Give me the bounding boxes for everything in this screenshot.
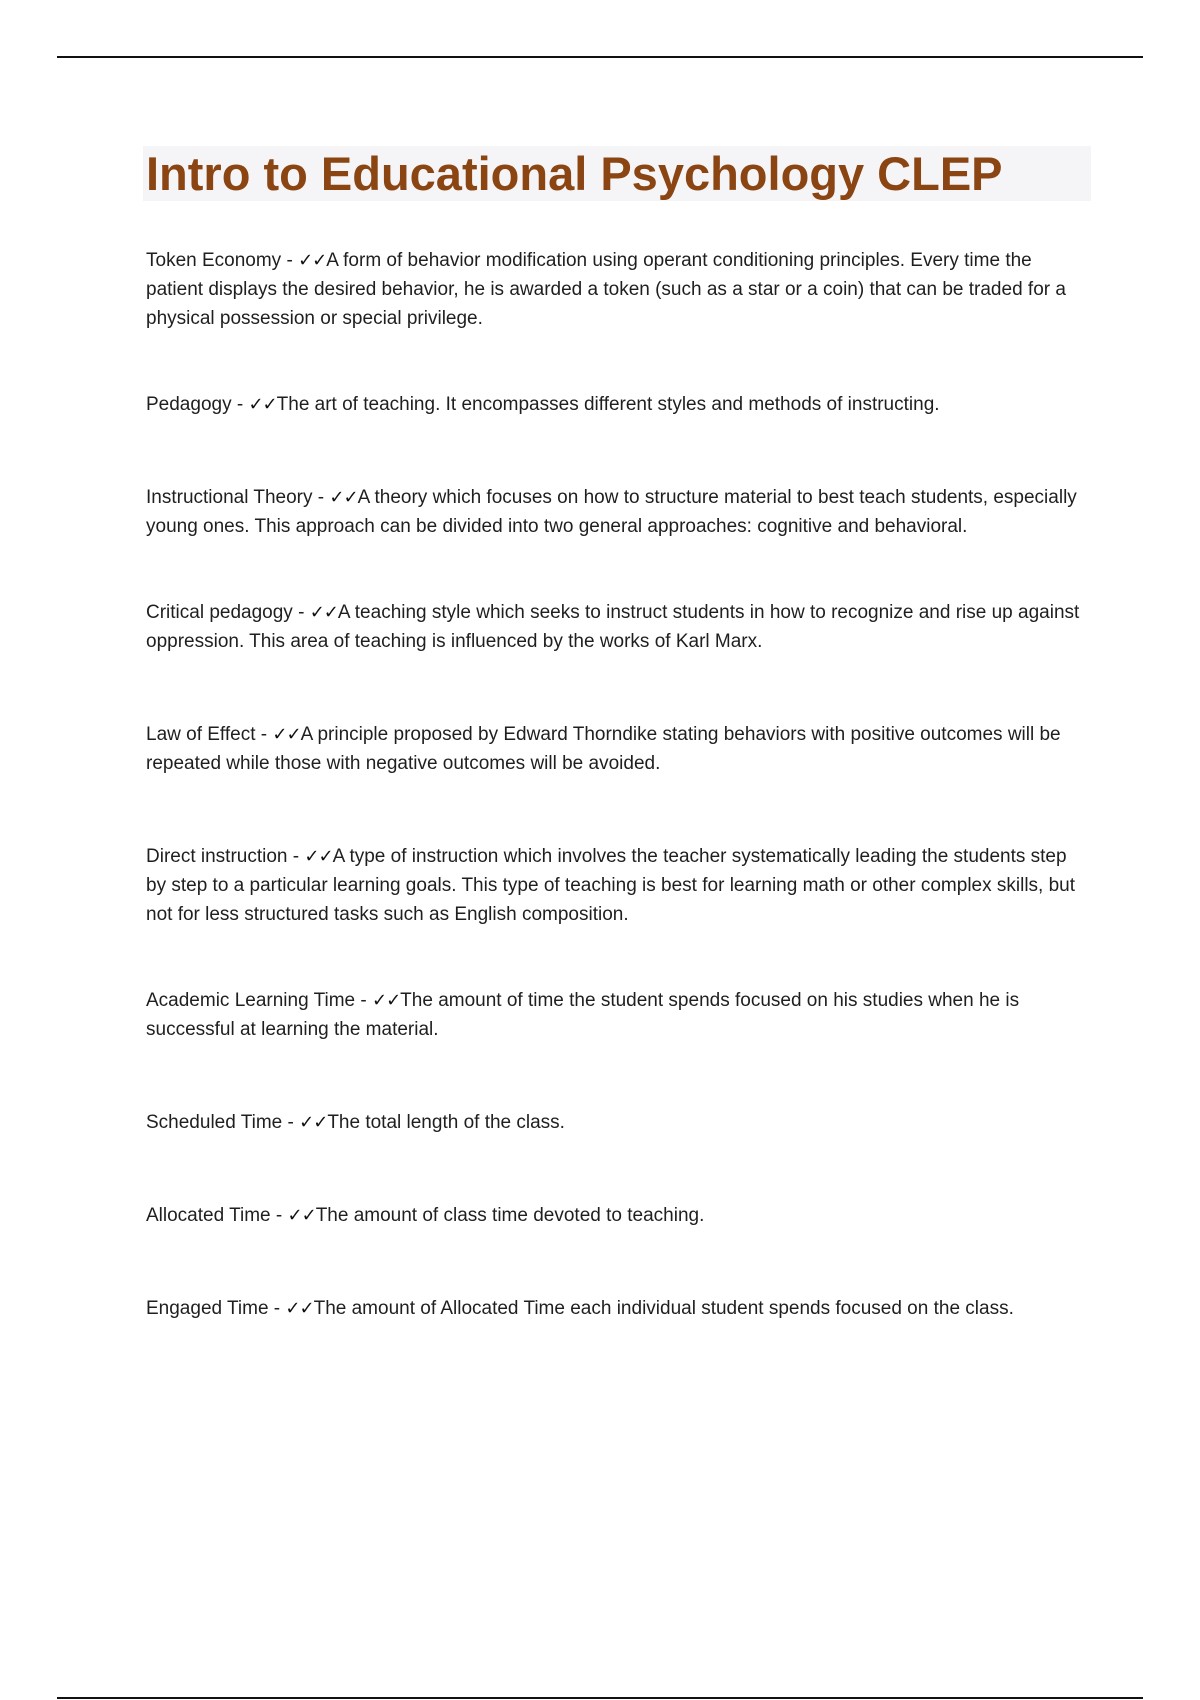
entry-term: Law of Effect xyxy=(146,724,256,745)
entry-definition: A type of instruction which involves the teacher systematically leading the students step by step to a particular learning goals. This type of teaching is best for learning math or other complex skills, but not for less structured tasks such as English composition. xyxy=(146,846,1076,925)
bottom-rule xyxy=(57,1697,1143,1699)
entry-definition: A form of behavior modification using operant conditioning principles. Every time the patient displays the desired behavior, he is awarded a token (such as a star or a coin) that can be traded for a physical possession or special privilege. xyxy=(146,250,1066,329)
glossary-entry xyxy=(146,1294,1086,1323)
entry-term: Token Economy xyxy=(146,250,282,271)
double-check-icon: ✓✓ xyxy=(329,487,358,508)
glossary-entry xyxy=(146,842,1086,929)
entry-term: Scheduled Time xyxy=(146,1112,283,1133)
entry-term: Critical pedagogy xyxy=(146,602,293,623)
double-check-icon: ✓✓ xyxy=(309,602,338,623)
double-check-icon: ✓✓ xyxy=(248,394,277,415)
entry-definition: A principle proposed by Edward Thorndike stating behaviors with positive outcomes will be repeated while those with negative outcomes will be avoided. xyxy=(146,724,1061,774)
glossary-entry xyxy=(146,1201,1086,1230)
double-check-icon: ✓✓ xyxy=(372,990,401,1011)
entry-definition: The amount of Allocated Time each individual student spends focused on the class. xyxy=(313,1298,1014,1319)
glossary-entry xyxy=(146,720,1086,778)
glossary-list xyxy=(146,246,1086,1323)
entry-definition: The amount of class time devoted to teaching. xyxy=(315,1205,705,1226)
entry-separator: - xyxy=(312,487,330,508)
entry-separator: - xyxy=(282,1112,300,1133)
entry-separator: - xyxy=(287,846,305,867)
entry-definition: The art of teaching. It encompasses different styles and methods of instructing. xyxy=(276,394,940,415)
double-check-icon: ✓✓ xyxy=(285,1298,314,1319)
glossary-entry xyxy=(146,986,1086,1044)
entry-definition: The total length of the class. xyxy=(327,1112,565,1133)
double-check-icon: ✓✓ xyxy=(299,1112,328,1133)
entry-separator: - xyxy=(281,250,299,271)
entry-separator: - xyxy=(292,602,310,623)
glossary-entry xyxy=(146,1108,1086,1137)
double-check-icon: ✓✓ xyxy=(287,1205,316,1226)
double-check-icon: ✓✓ xyxy=(304,846,333,867)
double-check-icon: ✓✓ xyxy=(272,724,301,745)
entry-definition: A theory which focuses on how to structure material to best teach students, especially young ones. This approach can be divided into two general approaches: cognitive and behavioral. xyxy=(146,487,1077,537)
glossary-entry xyxy=(146,598,1086,656)
double-check-icon: ✓✓ xyxy=(298,250,327,271)
entry-definition: A teaching style which seeks to instruct students in how to recognize and rise up against oppression. This area of teaching is influenced by the works of Karl Marx. xyxy=(146,602,1080,652)
page-title: Intro to Educational Psychology CLEP xyxy=(146,147,1003,200)
glossary-entry xyxy=(146,246,1086,333)
entry-term: Allocated Time xyxy=(146,1205,271,1226)
entry-separator: - xyxy=(270,1205,288,1226)
entry-term: Pedagogy xyxy=(146,394,232,415)
glossary-entry xyxy=(146,390,1086,419)
glossary-entry xyxy=(146,483,1086,541)
entry-term: Academic Learning Time xyxy=(146,990,356,1011)
entry-separator: - xyxy=(255,724,273,745)
entry-term: Direct instruction xyxy=(146,846,288,867)
top-rule xyxy=(57,56,1143,58)
entry-separator: - xyxy=(355,990,372,1011)
entry-separator: - xyxy=(268,1298,286,1319)
entry-definition: The amount of time the student spends focused on his studies when he is successful at learning the material. xyxy=(146,990,1020,1040)
entry-term: Instructional Theory xyxy=(146,487,313,508)
entry-separator: - xyxy=(231,394,249,415)
entry-term: Engaged Time xyxy=(146,1298,269,1319)
